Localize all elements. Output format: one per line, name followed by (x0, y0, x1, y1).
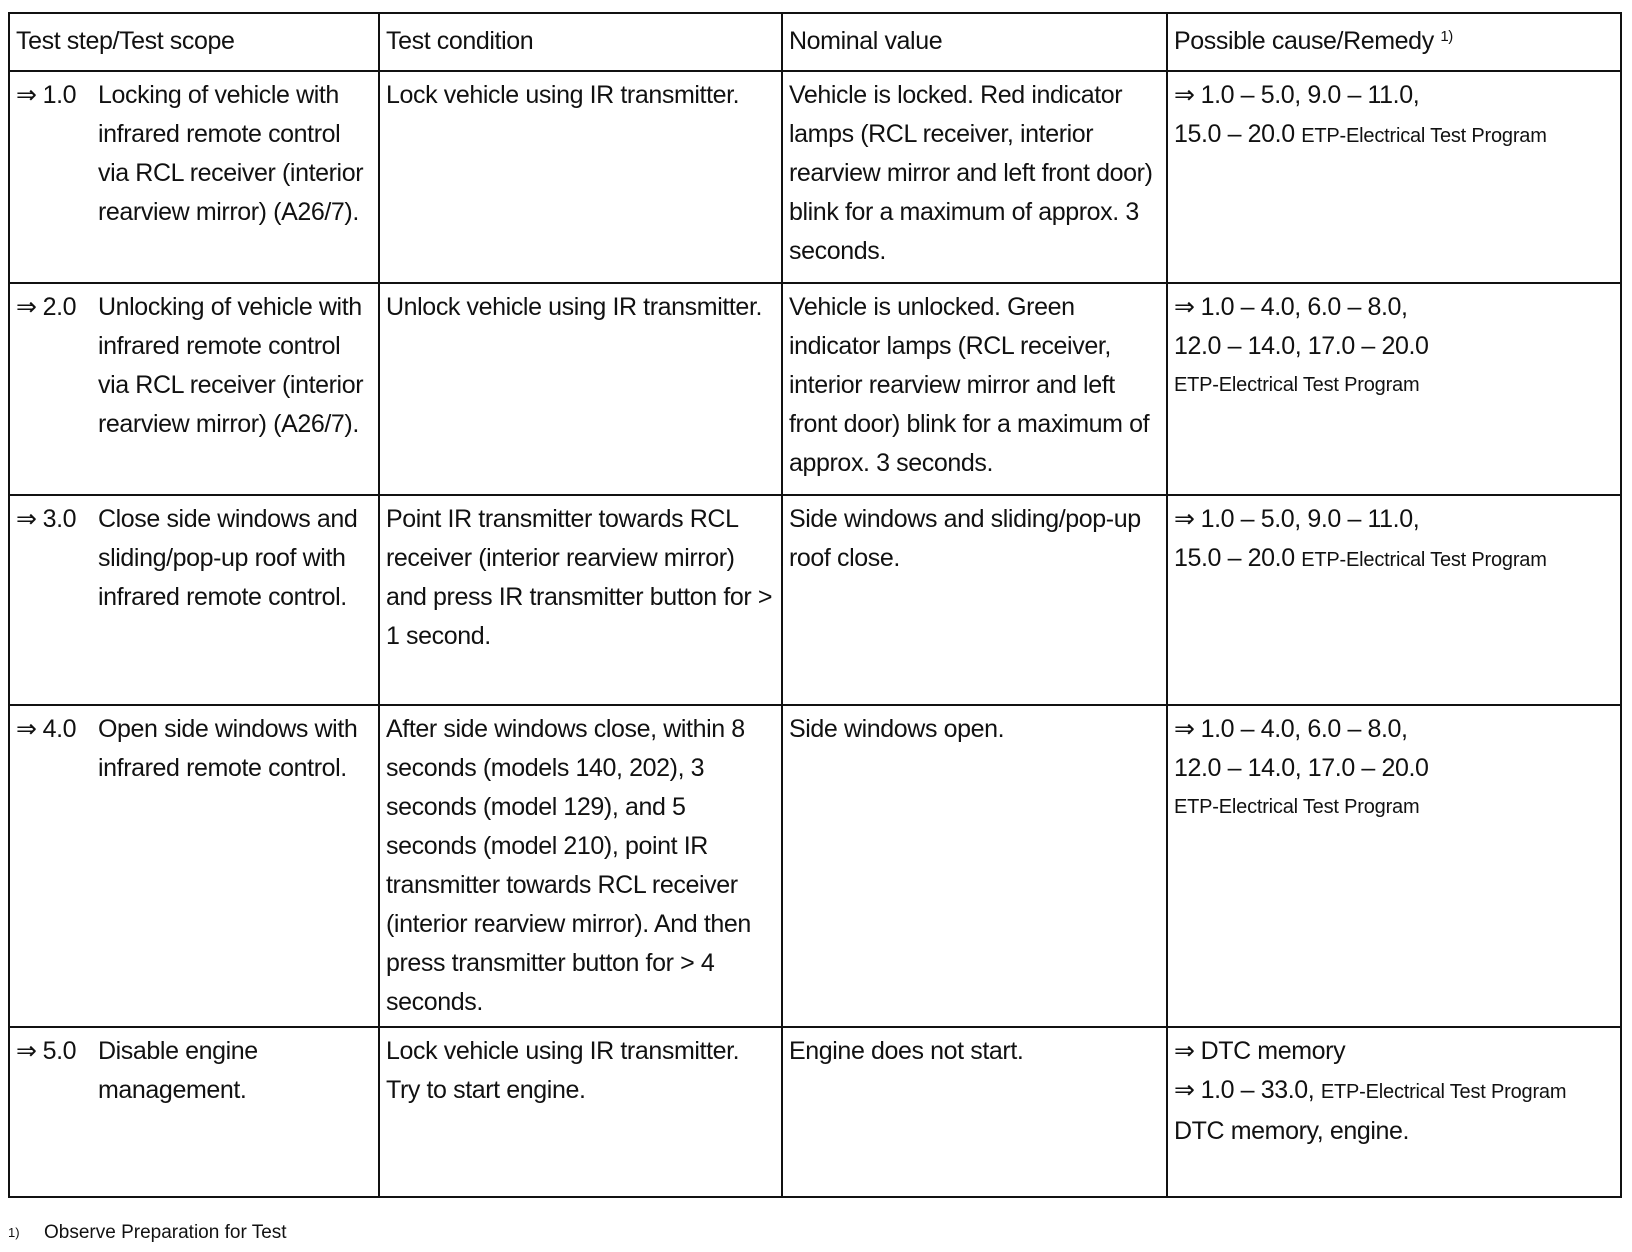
step-number: 3.0 (42, 505, 77, 533)
remedy-steps: 1.0 – 5.0, 9.0 – 11.0, (1200, 505, 1420, 533)
remedy-steps: DTC memory, engine. (1174, 1117, 1410, 1145)
table-row (9, 1027, 1621, 1197)
table-header-row (9, 13, 1621, 71)
remedy-steps: 1.0 – 4.0, 6.0 – 8.0, (1200, 715, 1408, 743)
cell-nominal-value: Engine does not start. (782, 1027, 1167, 1197)
arrow-icon: ⇒ (16, 81, 37, 109)
remedy-steps: 1.0 – 5.0, 9.0 – 11.0, (1200, 81, 1420, 109)
arrow-icon: ⇒ (16, 505, 37, 533)
remedy-reference: ETP-Electrical Test Program (1174, 796, 1420, 818)
cell-remedy (1167, 1027, 1621, 1197)
header-test-condition: Test condition (379, 13, 782, 71)
cell-nominal-value: Vehicle is locked. Red indicator lamps (RCL receiver, interior rearview mirror and left front door) blink for a maximum of approx. 3 seconds. (782, 71, 1167, 283)
arrow-icon: ⇒ (16, 715, 37, 743)
cell-remedy (1167, 71, 1621, 283)
cell-test-condition (379, 1027, 782, 1197)
cell-step-scope (9, 1027, 379, 1197)
header-remedy-label: Possible cause/Remedy (1174, 27, 1434, 55)
step-scope: Locking of vehicle with infrared remote control via RCL receiver (interior rearview mirror) (A26/7). (98, 81, 364, 226)
arrow-icon: ⇒ (1174, 81, 1195, 109)
cell-step-scope (9, 71, 379, 283)
step-scope: Disable engine management. (98, 1037, 258, 1104)
remedy-steps: 1.0 – 33.0, (1200, 1076, 1315, 1104)
remedy-steps: 12.0 – 14.0, 17.0 – 20.0 (1174, 332, 1429, 360)
arrow-icon: ⇒ (1174, 715, 1195, 743)
test-procedure-table (8, 12, 1622, 1198)
header-nominal-value: Nominal value (782, 13, 1167, 71)
step-scope: Close side windows and sliding/pop-up roof with infrared remote control. (98, 505, 358, 611)
arrow-icon: ⇒ (1174, 1037, 1195, 1065)
remedy-steps: 15.0 – 20.0 (1174, 544, 1295, 572)
table-row (9, 283, 1621, 495)
remedy-reference: ETP-Electrical Test Program (1301, 549, 1547, 571)
header-remedy-footnote-ref: 1) (1440, 28, 1453, 45)
cell-step-scope (9, 283, 379, 495)
footnote-text: Observe Preparation for Test (44, 1222, 287, 1243)
arrow-icon: ⇒ (16, 1037, 37, 1065)
arrow-icon: ⇒ (1174, 505, 1195, 533)
cell-step-scope (9, 495, 379, 705)
step-number: 1.0 (42, 81, 77, 109)
remedy-steps: 12.0 – 14.0, 17.0 – 20.0 (1174, 754, 1429, 782)
footnote (8, 1221, 287, 1245)
cell-step-scope (9, 705, 379, 1027)
remedy-reference: ETP-Electrical Test Program (1174, 374, 1420, 396)
cell-nominal-value: Vehicle is unlocked. Green indicator lamps (RCL receiver, interior rearview mirror and left front door) blink for a maximum of approx. 3 seconds. (782, 283, 1167, 495)
cell-nominal-value: Side windows and sliding/pop-up roof close. (782, 495, 1167, 705)
step-scope: Open side windows with infrared remote control. (98, 715, 358, 782)
condition-line: Lock vehicle using IR transmitter. (386, 1037, 740, 1065)
arrow-icon: ⇒ (1174, 1076, 1195, 1104)
step-number: 4.0 (42, 715, 77, 743)
cell-nominal-value: Side windows open. (782, 705, 1167, 1027)
step-scope: Unlocking of vehicle with infrared remote control via RCL receiver (interior rearview mirror) (A26/7). (98, 293, 364, 438)
remedy-steps: 15.0 – 20.0 (1174, 120, 1295, 148)
step-number: 5.0 (42, 1037, 77, 1065)
remedy-steps: DTC memory (1200, 1037, 1346, 1065)
cell-test-condition: Unlock vehicle using IR transmitter. (379, 283, 782, 495)
table-row (9, 495, 1621, 705)
cell-test-condition: Point IR transmitter towards RCL receiver (interior rearview mirror) and press IR transmitter button for > 1 second. (379, 495, 782, 705)
cell-remedy (1167, 495, 1621, 705)
cell-test-condition: Lock vehicle using IR transmitter. (379, 71, 782, 283)
step-number: 2.0 (42, 293, 77, 321)
footnote-mark: 1) (8, 1225, 20, 1240)
table-row (9, 71, 1621, 283)
arrow-icon: ⇒ (16, 293, 37, 321)
cell-test-condition: After side windows close, within 8 seconds (models 140, 202), 3 seconds (model 129), and 5 seconds (model 210), point IR transmitter towards RCL receiver (interior rearview mirror). And then press transmitter button for > 4 seconds. (379, 705, 782, 1027)
arrow-icon: ⇒ (1174, 293, 1195, 321)
header-possible-cause-remedy (1167, 13, 1621, 71)
cell-remedy (1167, 705, 1621, 1027)
remedy-steps: 1.0 – 4.0, 6.0 – 8.0, (1200, 293, 1408, 321)
cell-remedy (1167, 283, 1621, 495)
table-row (9, 705, 1621, 1027)
header-step-scope: Test step/Test scope (9, 13, 379, 71)
remedy-reference: ETP-Electrical Test Program (1301, 125, 1547, 147)
remedy-reference: ETP-Electrical Test Program (1320, 1081, 1567, 1103)
condition-line: Try to start engine. (386, 1076, 586, 1104)
